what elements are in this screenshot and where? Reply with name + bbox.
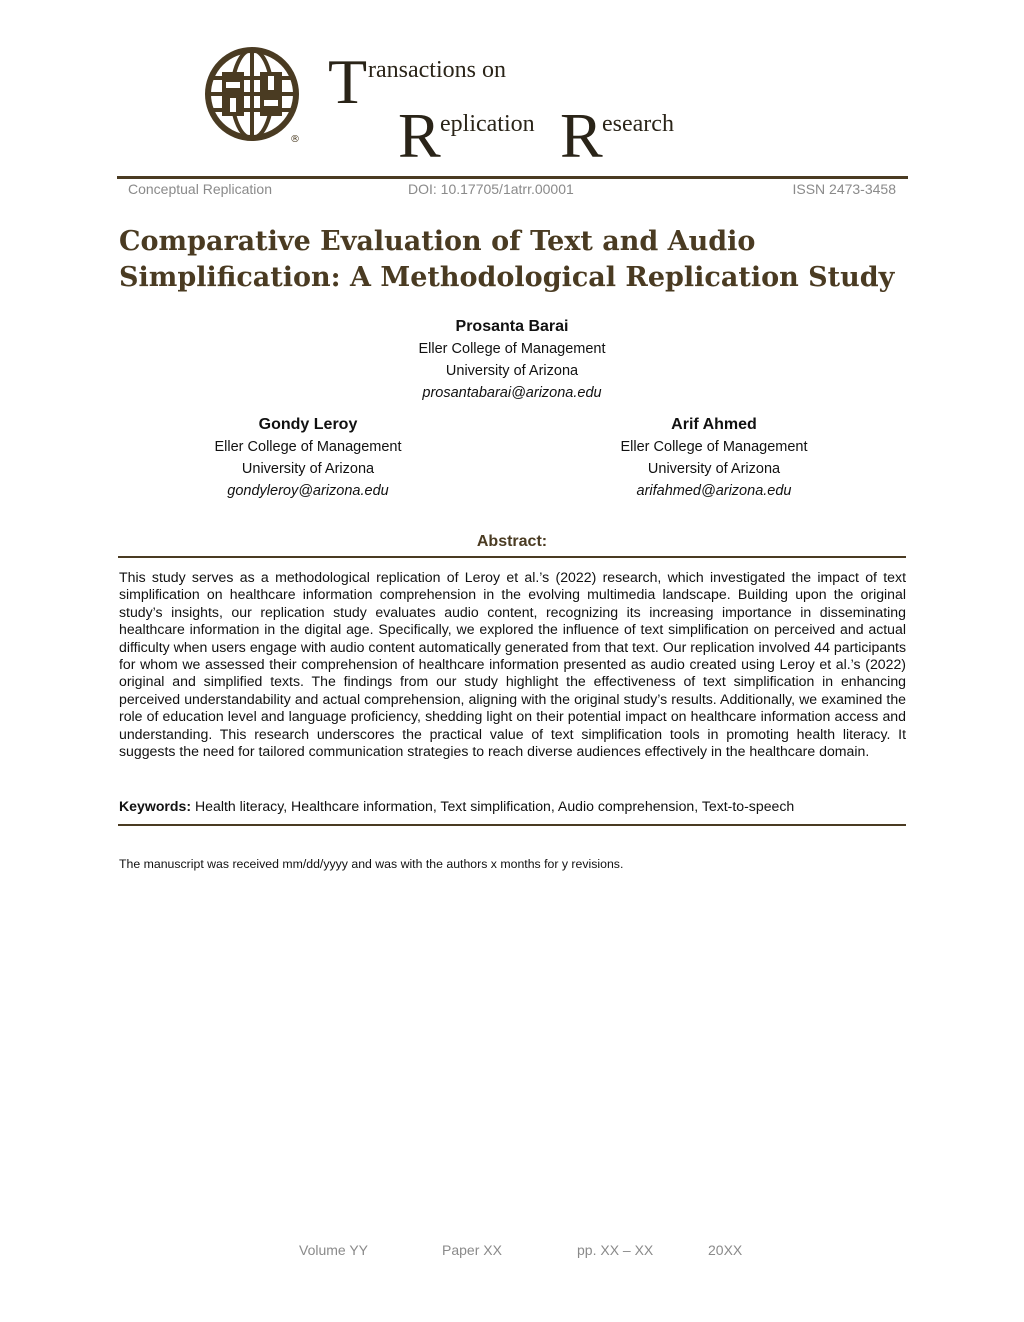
author-email[interactable]: arifahmed@arizona.edu xyxy=(636,483,792,499)
author-email[interactable]: gondyleroy@arizona.edu xyxy=(227,483,389,499)
author-university: University of Arizona xyxy=(241,461,375,477)
keywords-list: Health literacy, Healthcare information, Text simplification, Audio comprehension, Text-to-speech xyxy=(191,798,795,814)
author-university: University of Arizona xyxy=(445,363,579,379)
author-block-leroy xyxy=(158,414,458,502)
author-name: Arif Ahmed xyxy=(671,416,757,433)
author-name: Gondy Leroy xyxy=(258,416,358,433)
author-affiliation: Eller College of Management xyxy=(214,439,402,455)
wordmark-replication: eplication xyxy=(440,111,535,137)
header-rule xyxy=(117,176,908,179)
paper-title xyxy=(119,224,909,296)
wordmark-initial-r-replication: R xyxy=(398,100,441,171)
wordmark-transactions-on: ransactions on xyxy=(368,57,506,83)
footer-volume: Volume YY xyxy=(299,1242,369,1258)
wordmark-initial-t: T xyxy=(328,46,368,117)
paper-title-line-2: Simplification: A Methodological Replication Study xyxy=(119,262,895,293)
wordmark-research: esearch xyxy=(602,111,674,137)
author-block-ahmed xyxy=(564,414,864,502)
journal-issn: ISSN 2473-3458 xyxy=(792,181,896,197)
keywords xyxy=(119,797,906,815)
keywords-label: Keywords: xyxy=(119,798,192,814)
abstract-top-rule xyxy=(118,556,906,558)
journal-wordmark xyxy=(204,46,704,171)
abstract-bottom-rule xyxy=(118,824,906,826)
author-name: Prosanta Barai xyxy=(455,318,569,335)
author-affiliation: Eller College of Management xyxy=(418,341,606,357)
paper-title-line-1: Comparative Evaluation of Text and Audio xyxy=(119,226,756,257)
footer-year: 20XX xyxy=(708,1242,743,1258)
article-doi[interactable]: DOI: 10.17705/1atrr.00001 xyxy=(408,181,574,197)
registered-mark: ® xyxy=(290,134,300,145)
wordmark-initial-r-research: R xyxy=(560,100,603,171)
abstract-heading: Abstract: xyxy=(476,533,548,550)
abstract-text: This study serves as a methodological replication of Leroy et al.’s (2022) research, which investigated the impact of text simplification on healthcare information comprehension in the evolving multimedia landscape. Building upon the original study’s insights, our replication study evaluates audio content, recognizing its increasing importance in disseminating healthcare information in the digital age. Specifically, we explored the influence of text simplification on perceived and actual difficulty when users engage with audio content automatically generated from that text. Our replication involved 44 participants for whom we assessed their comprehension of healthcare information presented as audio created using Leroy et al.’s (2022) original and simplified texts. The findings from our study highlight the effectiveness of text simplification in enhancing perceived understandability and actual comprehension, aligning with the original study’s results. Additionally, we examined the role of education level and language proficiency, shedding light on their potential impact on healthcare information access and understanding. This research underscores the practical value of text simplification tools in promoting health literacy. It suggests the need for tailored communication strategies to reach diverse audiences effectively in the healthcare domain. xyxy=(119,569,906,760)
footer-pages: pp. XX – XX xyxy=(577,1242,654,1258)
author-email[interactable]: prosantabarai@arizona.edu xyxy=(422,385,602,401)
author-university: University of Arizona xyxy=(647,461,781,477)
manuscript-received-note: The manuscript was received mm/dd/yyyy and was with the authors x months for y revisions. xyxy=(119,857,624,871)
article-category: Conceptual Replication xyxy=(128,181,272,197)
footer-paper: Paper XX xyxy=(442,1242,502,1258)
author-block-barai xyxy=(362,316,662,404)
journal-masthead xyxy=(204,46,704,171)
author-affiliation: Eller College of Management xyxy=(620,439,808,455)
